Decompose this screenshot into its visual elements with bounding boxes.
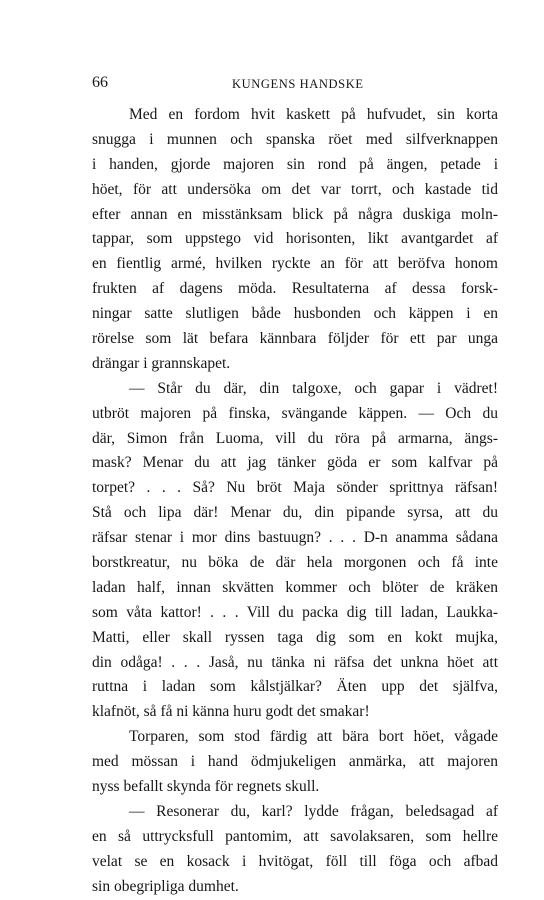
text-line: din odåga! . . . Jaså, nu tänka ni räfsa det unkna höet att — [92, 653, 498, 671]
running-title: KUNGENS HANDSKE — [232, 77, 364, 91]
text-line: snugga i munnen och spanska röet med silfverknappen — [92, 130, 498, 148]
text-line: torpet? . . . Så? Nu bröt Maja sönder sprittnya räfsan! — [92, 479, 498, 497]
text-line: ruttna i ladan som kålstjälkar? Äten upp det själfva, — [92, 678, 498, 696]
text-line: — Resonerar du, karl? lydde frågan, beledsagad af — [129, 802, 498, 820]
text-line: ningar satte slutligen både husbonden och käppen i en — [92, 305, 498, 323]
text-line: Torparen, som stod färdig att bära bort höet, vågade — [129, 728, 498, 746]
text-line: där, Simon från Luoma, vill du röra på armarna, ängs- — [92, 429, 498, 447]
text-line: drängar i grannskapet. — [92, 354, 231, 372]
text-line: — Står du där, din talgoxe, och gapar i vädret! — [129, 379, 498, 397]
page-number: 66 — [92, 74, 108, 91]
text-line: sin obegripliga dumhet. — [92, 877, 239, 895]
page-header — [92, 73, 500, 93]
text-line: nyss befallt skynda för regnets skull. — [92, 778, 320, 796]
text-line: Matti, eller skall ryssen taga dig som en kokt mujka, — [92, 628, 498, 646]
text-line: Med en fordom hvit kaskett på hufvudet, sin korta — [129, 106, 498, 123]
body-text — [92, 103, 498, 900]
text-line: Stå och lipa där! Menar du, din pipande syrsa, att du — [92, 504, 498, 522]
text-line: en fientlig armé, hvilken ryckte an för att beröfva honom — [92, 255, 498, 273]
text-line: en så uttrycksfull pantomim, att savolaksaren, som hellre — [92, 827, 498, 845]
text-line: i handen, gjorde majoren sin rond på ängen, petade i — [92, 155, 498, 173]
text-line: tappar, som uppstego vid horisonten, likt avantgardet af — [92, 230, 498, 248]
text-line: klafnöt, så få ni känna huru godt det smakar! — [92, 703, 370, 721]
text-line: mask? Menar du att jag tänker göda er som kalfvar på — [92, 454, 498, 472]
text-line: som våta kattor! . . . Vill du packa dig till ladan, Laukka- — [92, 603, 498, 621]
text-line: höet, för att undersöka om det var torrt, och kastade tid — [92, 180, 498, 198]
text-line: med mössan i hand ödmjukeligen anmärka, att majoren — [92, 753, 498, 771]
text-line: velat se en kosack i hvitögat, föll till föga och afbad — [92, 852, 498, 870]
text-line: frukten af dagens möda. Resultaterna af dessa forsk- — [92, 280, 498, 298]
text-line: räfsar stenar i mor dins bastuugn? . . . D-n anamma sådana — [92, 529, 498, 547]
text-line: utbröt majoren på finska, svängande käppen. — Och du — [92, 404, 498, 422]
text-line: ladan half, innan skvätten kommer och blöter de kräken — [92, 578, 498, 596]
text-line: rörelse som lät befara kännbara följder för ett par unga — [92, 330, 498, 348]
text-line: efter annan en misstänksam blick på några duskiga moln- — [92, 205, 498, 223]
text-line: borstkreatur, nu böka de där hela morgonen och få inte — [92, 554, 498, 572]
